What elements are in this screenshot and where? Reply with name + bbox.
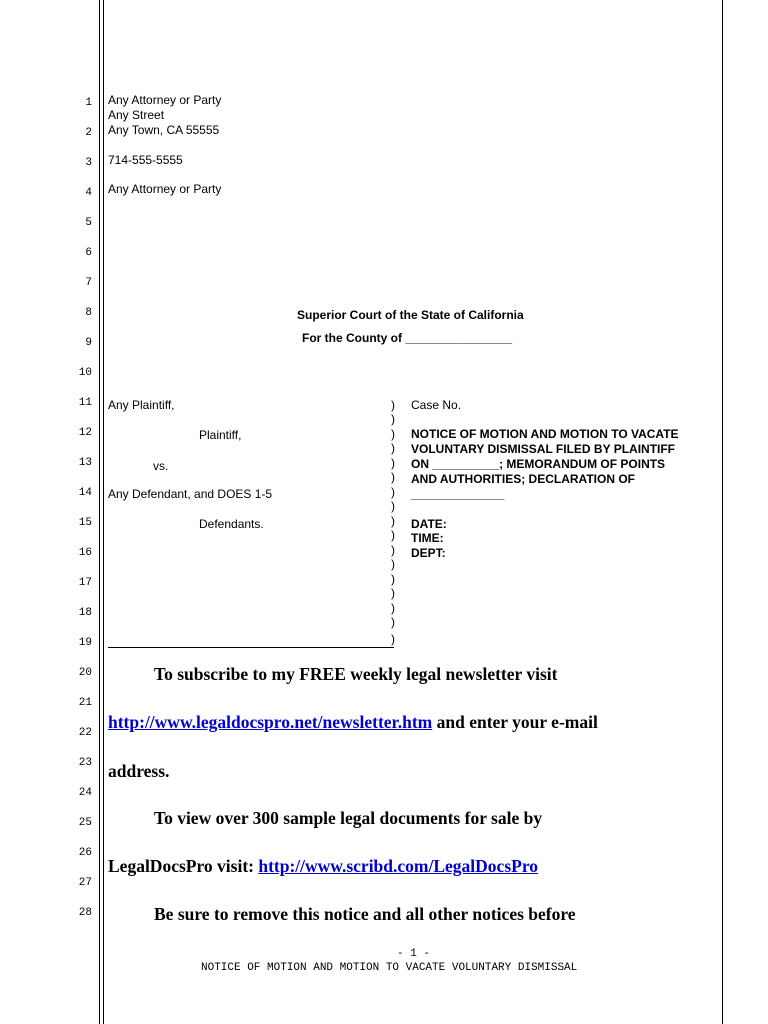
line-number: 8 — [85, 307, 92, 319]
versus-label: vs. — [153, 459, 169, 473]
line-number: 3 — [85, 157, 92, 169]
pleading-title-line: NOTICE OF MOTION AND MOTION TO VACATE — [411, 427, 679, 441]
line-number: 18 — [78, 607, 92, 619]
notice-line-5 — [108, 856, 538, 877]
hearing-date-label: DATE: — [411, 517, 447, 531]
caption-bottom-rule — [108, 647, 394, 648]
court-name: Superior Court of the State of California — [297, 308, 524, 322]
caption-paren: ) — [391, 557, 395, 571]
caption-paren: ) — [391, 485, 395, 499]
case-number-label: Case No. — [411, 398, 462, 412]
line-number: 27 — [78, 877, 92, 889]
scribd-link[interactable]: http://www.scribd.com/LegalDocsPro — [258, 856, 539, 876]
line-number: 14 — [78, 487, 92, 499]
caption-paren: ) — [391, 572, 395, 586]
caption-paren: ) — [391, 398, 395, 412]
left-margin-rule-outer — [99, 0, 100, 1024]
line-number: 11 — [78, 397, 92, 409]
line-number: 26 — [78, 847, 92, 859]
notice-line-2-rest: and enter your e-mail — [432, 712, 598, 732]
attorney-street: Any Street — [108, 108, 165, 122]
line-number: 2 — [85, 127, 92, 139]
line-number: 9 — [85, 337, 92, 349]
line-number: 13 — [78, 457, 92, 469]
line-number: 22 — [78, 727, 92, 739]
page-number: - 1 - — [397, 948, 431, 960]
line-number: 21 — [78, 697, 92, 709]
attorney-name: Any Attorney or Party — [108, 93, 222, 107]
hearing-dept-label: DEPT: — [411, 546, 446, 560]
attorney-for: Any Attorney or Party — [108, 182, 222, 196]
line-number: 1 — [85, 97, 92, 109]
line-number: 15 — [78, 517, 92, 529]
caption-paren: ) — [391, 601, 395, 615]
pleading-title-line: ______________ — [411, 487, 505, 501]
notice-line-1: To subscribe to my FREE weekly legal newsletter visit — [154, 664, 558, 684]
line-number: 4 — [85, 187, 92, 199]
line-number: 28 — [78, 907, 92, 919]
attorney-phone: 714-555-5555 — [108, 153, 183, 167]
line-number: 25 — [78, 817, 92, 829]
plaintiff-name: Any Plaintiff, — [108, 398, 175, 412]
line-number: 23 — [78, 757, 92, 769]
caption-paren: ) — [391, 456, 395, 470]
caption-paren: ) — [391, 615, 395, 629]
caption-paren: ) — [391, 632, 395, 646]
line-number: 7 — [85, 277, 92, 289]
caption-paren: ) — [391, 586, 395, 600]
line-number: 17 — [78, 577, 92, 589]
line-number: 20 — [78, 667, 92, 679]
caption-paren: ) — [391, 543, 395, 557]
notice-line-5-prefix: LegalDocsPro visit: — [108, 856, 259, 876]
newsletter-link[interactable]: http://www.legaldocspro.net/newsletter.htm — [108, 712, 433, 732]
caption-paren: ) — [391, 514, 395, 528]
defendant-name: Any Defendant, and DOES 1-5 — [108, 487, 273, 501]
line-number: 10 — [78, 367, 92, 379]
pleading-title-line: AND AUTHORITIES; DECLARATION OF — [411, 472, 635, 486]
attorney-city: Any Town, CA 55555 — [108, 123, 220, 137]
left-margin-rule-inner — [103, 0, 104, 1024]
line-number: 16 — [78, 547, 92, 559]
notice-line-6: Be sure to remove this notice and all other notices before — [154, 904, 576, 924]
defendant-role: Defendants. — [199, 517, 264, 531]
pleading-title-line: VOLUNTARY DISMISSAL FILED BY PLAINTIFF — [411, 442, 676, 456]
line-number: 19 — [78, 637, 92, 649]
hearing-time-label: TIME: — [411, 531, 444, 545]
footer-title: NOTICE OF MOTION AND MOTION TO VACATE VOLUNTARY DISMISSAL — [201, 962, 578, 974]
notice-line-4: To view over 300 sample legal documents for sale by — [154, 808, 543, 828]
caption-paren: ) — [391, 412, 395, 426]
line-number: 12 — [78, 427, 92, 439]
court-county: For the County of ________________ — [302, 331, 513, 345]
caption-paren: ) — [391, 441, 395, 455]
right-margin-rule — [722, 0, 723, 1024]
line-number: 5 — [85, 217, 92, 229]
notice-line-2 — [108, 712, 598, 733]
caption-paren: ) — [391, 470, 395, 484]
caption-paren: ) — [391, 427, 395, 441]
caption-paren: ) — [391, 499, 395, 513]
caption-paren: ) — [391, 528, 395, 542]
line-number: 6 — [85, 247, 92, 259]
pleading-title-line: ON __________; MEMORANDUM OF POINTS — [411, 457, 666, 471]
line-number: 24 — [78, 787, 92, 799]
notice-line-3: address. — [108, 761, 170, 781]
plaintiff-role: Plaintiff, — [199, 428, 242, 442]
